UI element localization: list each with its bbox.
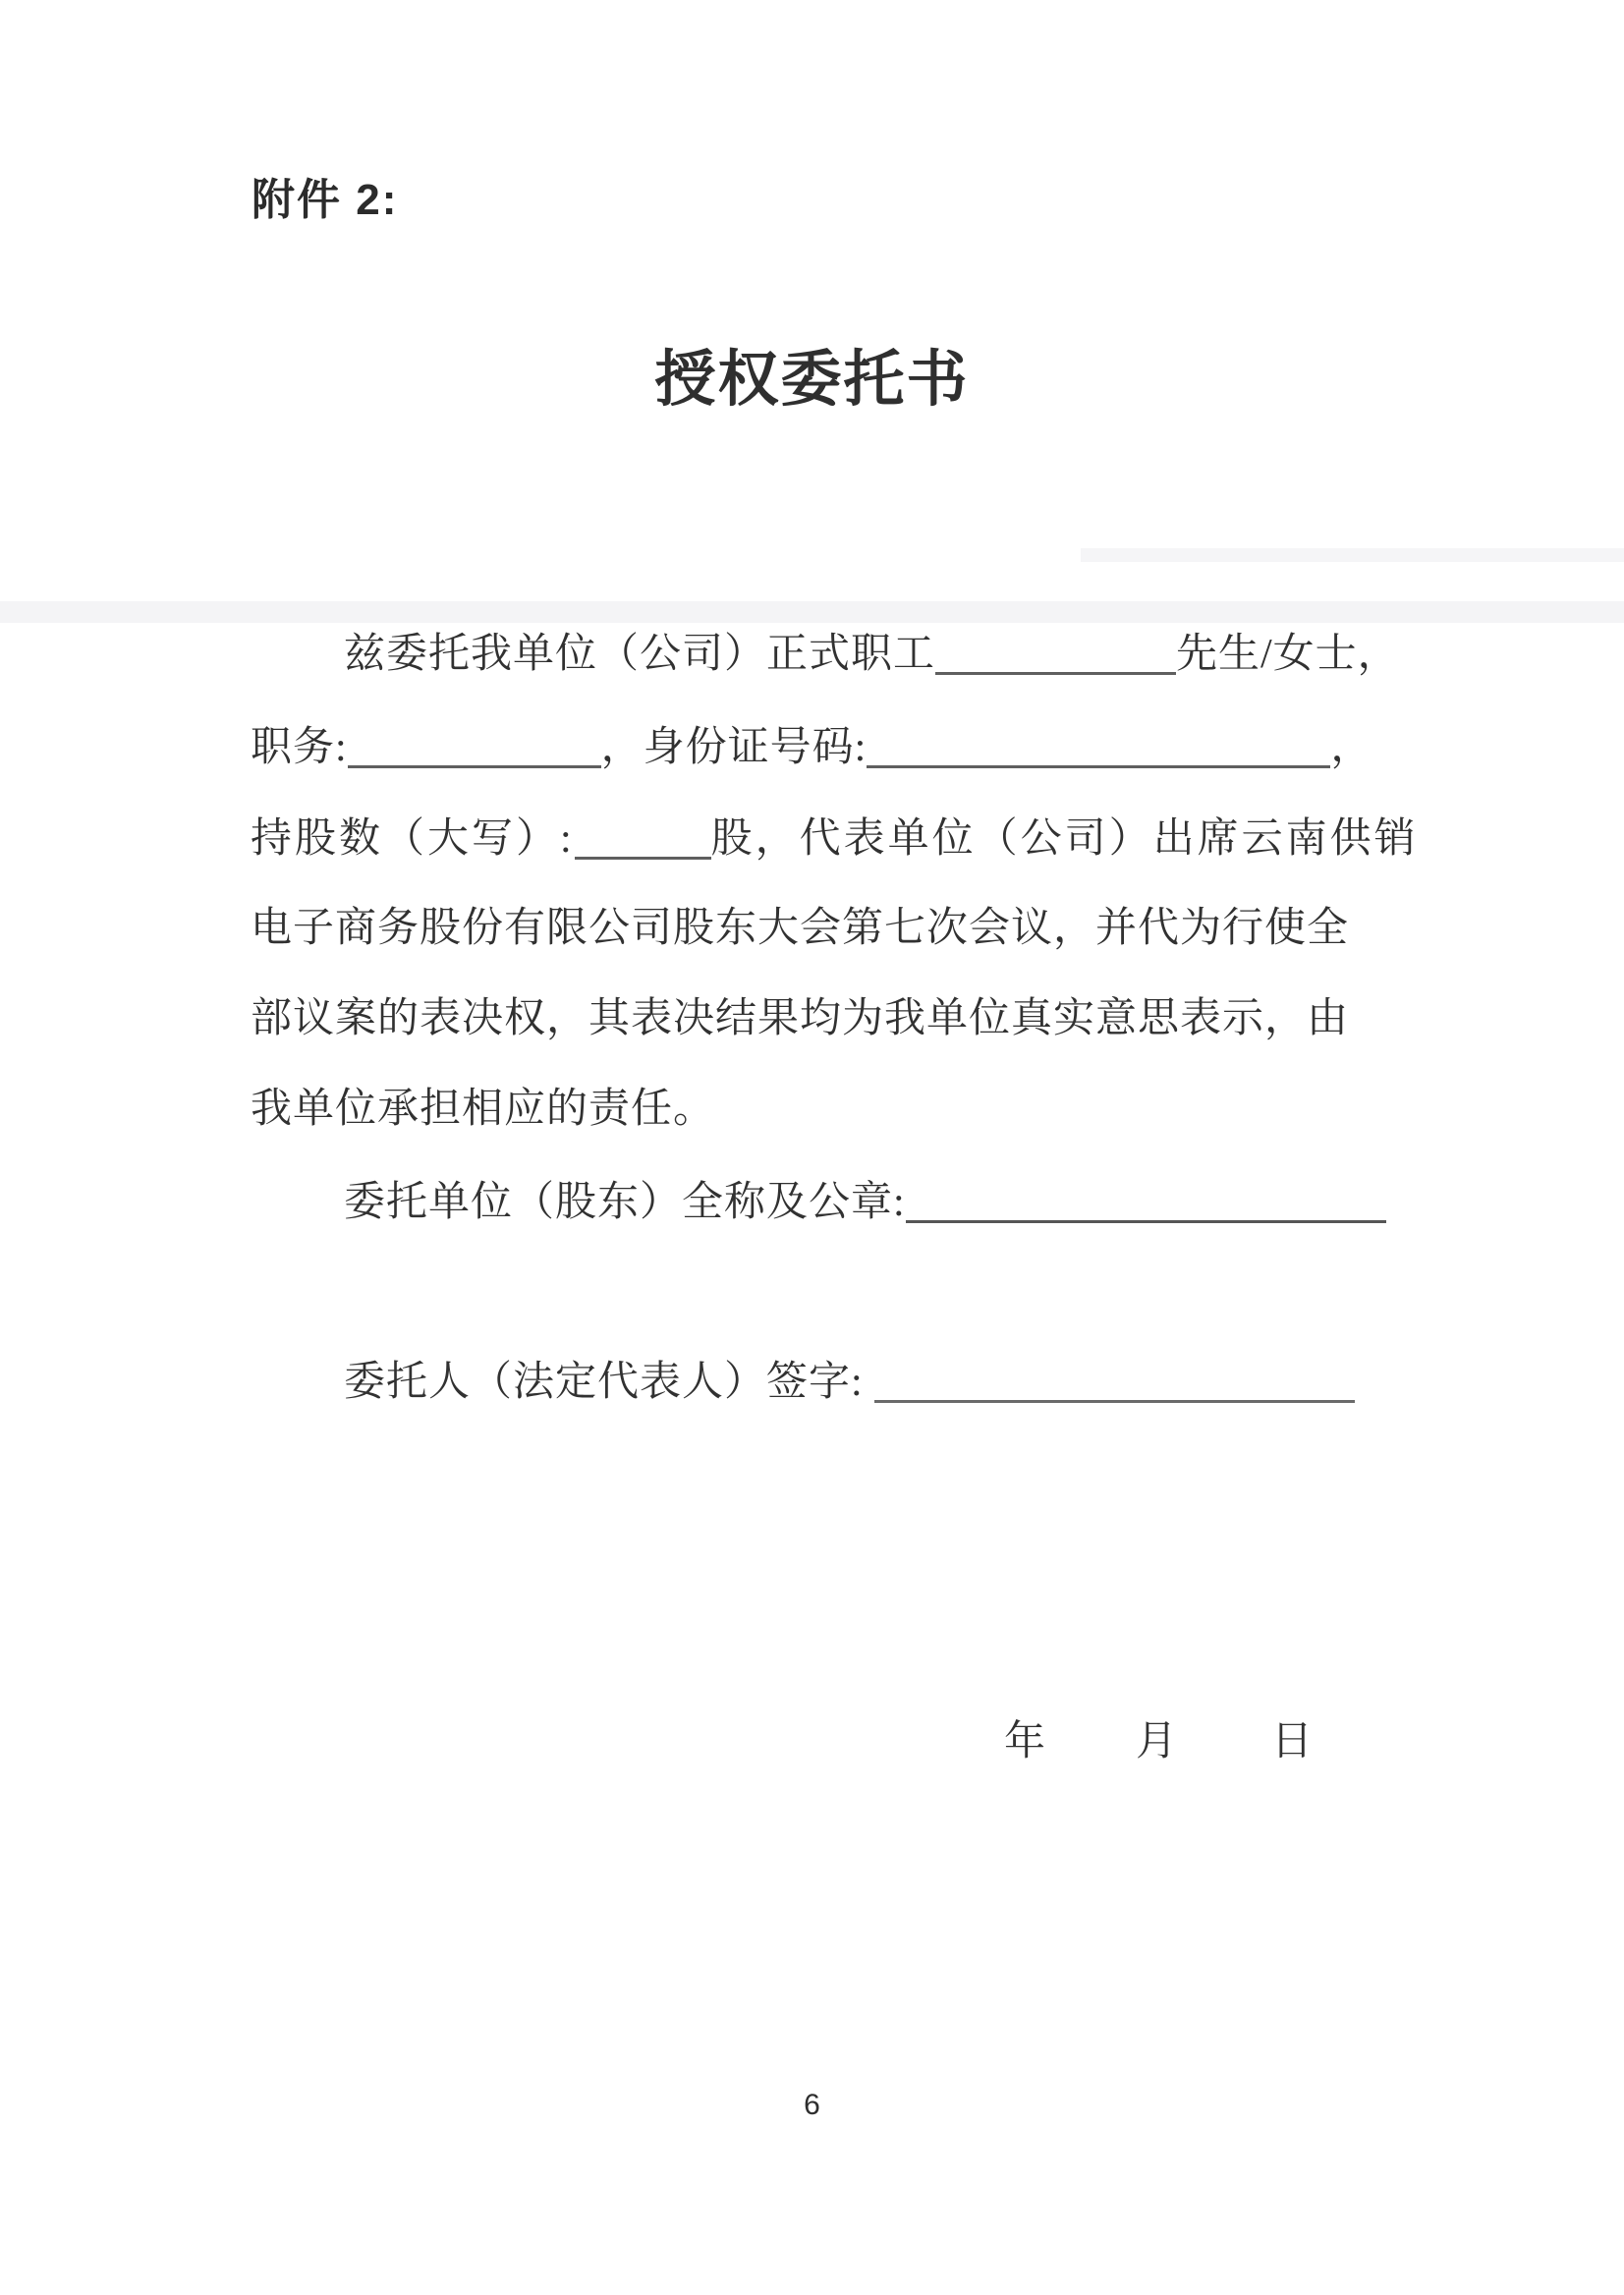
- line1-text-post: 先生/女士，: [1176, 632, 1400, 677]
- fill-in-blank-employee-name: [935, 637, 1176, 675]
- fill-in-blank-unit-name-seal: [906, 1185, 1386, 1223]
- body-line-5: 部议案的表决权，其表决结果均为我单位真实意思表示，由: [251, 996, 1350, 1041]
- date-line: [1004, 1721, 1313, 1763]
- document-title: 授权委托书: [654, 347, 970, 414]
- body-line-4: 电子商务股份有限公司股东大会第七次会议，并代为行使全: [251, 906, 1350, 951]
- line1-text-pre: 兹委托我单位（公司）正式职工: [344, 632, 936, 677]
- fill-in-blank-shares: [575, 821, 711, 860]
- body-line-6: 我单位承担相应的责任。: [251, 1087, 716, 1132]
- scan-artifact-band: [0, 601, 1624, 623]
- date-month-label: 月: [1136, 1719, 1178, 1764]
- scan-artifact-band-right: [1081, 548, 1624, 562]
- line3-label-shares: 持股数（大写）:: [251, 816, 575, 862]
- body-line-3: [251, 818, 1419, 860]
- page-number: 6: [804, 2089, 820, 2121]
- fill-in-blank-position: [348, 730, 601, 768]
- attachment-label: 附件 2:: [252, 176, 399, 224]
- date-day-label: 日: [1271, 1719, 1314, 1764]
- fill-in-blank-id-number: [867, 730, 1330, 768]
- line3-text-post: 股，代表单位（公司）出席云南供销: [710, 816, 1419, 862]
- date-year-label: 年: [1004, 1719, 1046, 1764]
- body-line-8: [344, 1362, 1355, 1403]
- line7-label-unit-seal: 委托单位（股东）全称及公章:: [344, 1180, 906, 1225]
- line2-label-id-number: ，身份证号码:: [600, 725, 868, 770]
- line8-label-signature: 委托人（法定代表人）签字:: [344, 1360, 875, 1405]
- line2-label-position: 职务:: [251, 725, 348, 770]
- body-line-7: [344, 1182, 1386, 1223]
- body-line-1: [344, 634, 1400, 675]
- line2-trailing-comma: ，: [1330, 725, 1373, 770]
- fill-in-blank-signature: [874, 1365, 1355, 1403]
- body-line-2: [251, 727, 1372, 768]
